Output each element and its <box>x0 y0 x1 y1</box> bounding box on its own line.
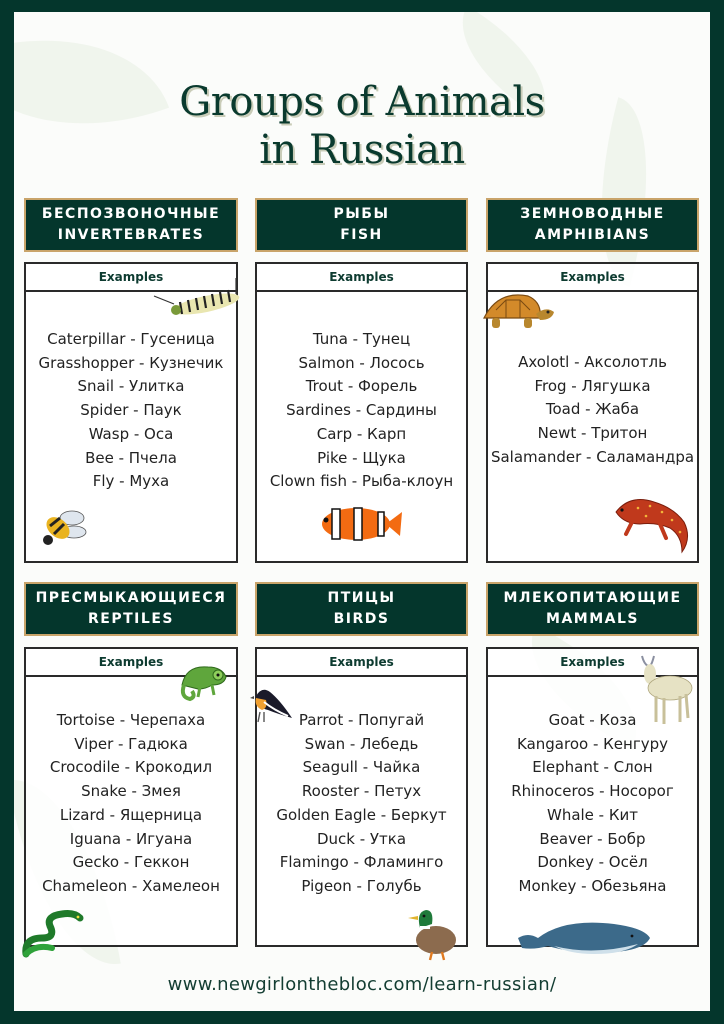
page-title <box>14 78 710 174</box>
goat-icon <box>636 652 696 728</box>
group-header-birds <box>255 582 468 636</box>
group-title-en: INVERTEBRATES <box>57 227 205 243</box>
list-item: Crocodile - Крокодил <box>49 758 213 777</box>
bird-icon <box>248 684 294 732</box>
list-item: Goat - Коза <box>548 711 637 729</box>
list-item: Beaver - Бобр <box>539 829 646 848</box>
group-title-ru: МЛЕКОПИТАЮЩИЕ <box>503 590 682 606</box>
list-item: Chameleon - Хамелеон <box>42 876 220 895</box>
examples-heading: Examples <box>257 649 466 677</box>
list-item: Pike - Щука <box>317 448 406 467</box>
list-item: Viper - Гадюка <box>74 734 188 753</box>
list-item: Gecko - Геккон <box>72 853 190 872</box>
list-item: Duck - Утка <box>316 829 407 848</box>
examples-heading: Examples <box>26 649 236 677</box>
list-item: Snail - Улитка <box>77 377 185 396</box>
salamander-icon <box>610 488 700 554</box>
examples-heading: Examples <box>26 264 236 292</box>
caterpillar-icon <box>144 274 244 320</box>
examples-list <box>26 328 236 494</box>
group-title-ru: ПТИЦЫ <box>327 590 396 606</box>
group-header-invertebrates <box>24 198 238 252</box>
group-title-en: REPTILES <box>88 611 174 627</box>
list-item: Wasp - Оса <box>88 424 174 443</box>
group-title-ru: ПРЕСМЫКАЮЩИЕСЯ <box>35 590 227 606</box>
group-header-reptiles <box>24 582 238 636</box>
list-item: Tuna - Тунец <box>312 330 411 348</box>
group-header-mammals <box>486 582 699 636</box>
list-item: Rooster - Петух <box>301 782 422 801</box>
list-item: Monkey - Обезьяна <box>518 876 667 895</box>
group-title-ru: БЕСПОЗВОНОЧНЫЕ <box>41 206 221 222</box>
list-item: Spider - Паук <box>80 401 182 420</box>
list-item: Parrot - Попугай <box>298 711 425 729</box>
group-header-amphibians <box>486 198 699 252</box>
list-item: Iguana - Игуана <box>69 829 193 848</box>
group-header-fish <box>255 198 468 252</box>
list-item: Grasshopper - Кузнечик <box>38 353 224 372</box>
clownfish-icon <box>316 500 402 546</box>
list-item: Elephant - Слон <box>532 758 653 777</box>
snake-icon <box>22 904 88 958</box>
group-title-en: MAMMALS <box>546 611 639 627</box>
list-item: Lizard - Ящерница <box>59 805 203 824</box>
list-item: Frog - Лягушка <box>534 376 651 395</box>
list-item: Salmon - Лосось <box>298 353 425 372</box>
list-item: Tortoise - Черепаха <box>56 711 206 729</box>
list-item: Seagull - Чайка <box>302 758 421 777</box>
examples-heading: Examples <box>488 649 697 677</box>
duck-icon <box>404 902 460 962</box>
examples-list <box>26 709 236 899</box>
bee-icon <box>36 502 92 552</box>
list-item: Caterpillar - Гусеница <box>47 330 215 348</box>
group-title-ru: РЫБЫ <box>333 206 390 222</box>
list-item: Golden Eagle - Беркут <box>276 805 447 824</box>
list-item: Bee - Пчела <box>85 448 177 467</box>
list-item: Toad - Жаба <box>545 400 640 419</box>
list-item: Flamingo - Фламинго <box>279 853 444 872</box>
examples-heading: Examples <box>257 264 466 292</box>
list-item: Clown fish - Рыба-клоун <box>269 472 454 491</box>
examples-list <box>488 351 697 470</box>
footer-url[interactable]: www.newgirlonthebloc.com/learn-russian/ <box>167 974 557 995</box>
group-title-en: BIRDS <box>333 611 390 627</box>
list-item: Axolotl - Аксолотль <box>518 353 667 371</box>
list-item: Whale - Кит <box>546 805 638 824</box>
list-item: Salamander - Саламандра <box>490 447 695 466</box>
tortoise-icon <box>476 288 556 334</box>
list-item: Kangaroo - Кенгуру <box>517 734 668 753</box>
list-item: Newt - Тритон <box>537 424 648 443</box>
title-line-1: Groups of Animals <box>179 79 545 125</box>
list-item: Rhinoceros - Носорог <box>511 782 674 801</box>
list-item: Trout - Форель <box>305 377 418 396</box>
chameleon-icon <box>176 659 230 703</box>
title-line-2: in Russian <box>259 127 465 173</box>
list-item: Pigeon - Голубь <box>301 876 422 895</box>
list-item: Carp - Карп <box>316 424 407 443</box>
examples-list <box>488 709 697 899</box>
examples-list <box>257 328 466 494</box>
group-title-en: FISH <box>340 227 383 243</box>
list-item: Fly - Муха <box>92 472 170 491</box>
poster-frame <box>14 12 710 1011</box>
list-item: Sardines - Сардины <box>286 401 437 420</box>
list-item: Swan - Лебедь <box>304 734 419 753</box>
examples-heading: Examples <box>488 264 697 292</box>
examples-list <box>257 709 466 899</box>
list-item: Snake - Змея <box>81 782 181 801</box>
whale-icon <box>514 912 654 958</box>
group-title-en: AMPHIBIANS <box>534 227 651 243</box>
group-title-ru: ЗЕМНОВОДНЫЕ <box>520 206 665 222</box>
list-item: Donkey - Осёл <box>537 853 648 872</box>
